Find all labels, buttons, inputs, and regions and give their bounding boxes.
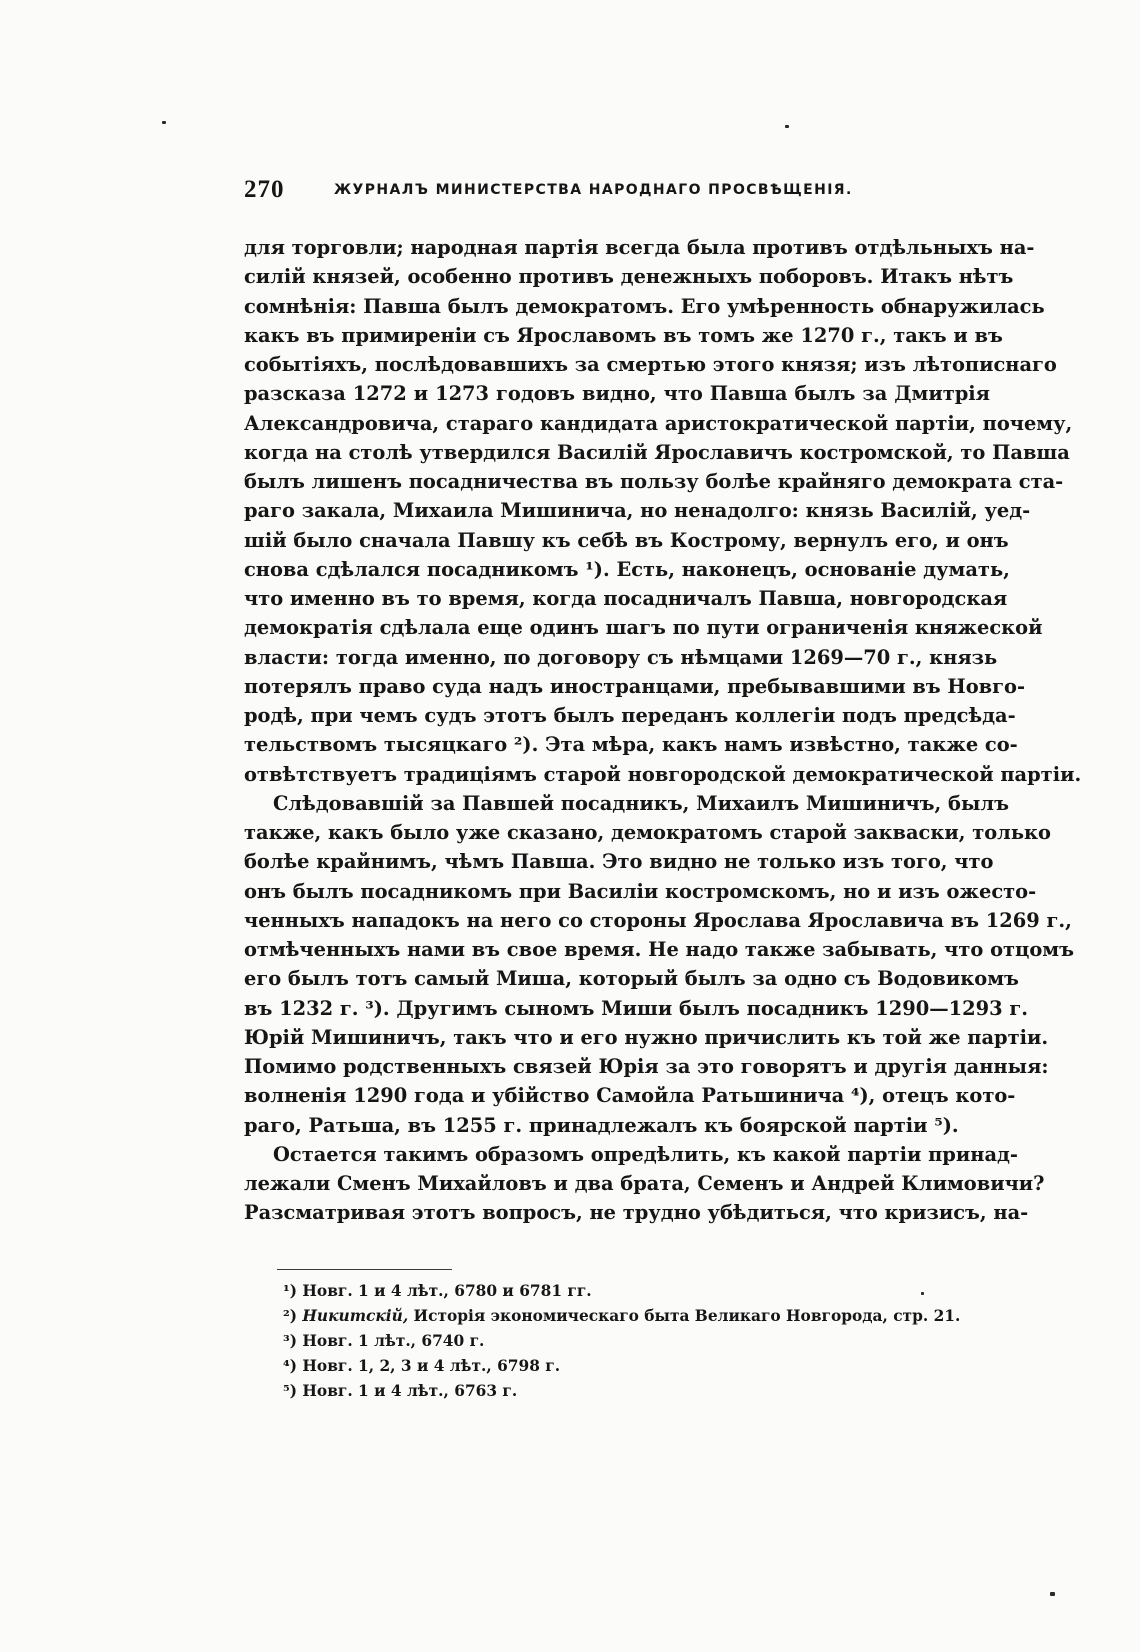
text-line: когда на столѣ утвердился Василій Ярославичъ костромской, то Павша	[244, 440, 1070, 464]
text-line: снова сдѣлался посадникомъ ¹). Есть, наконецъ, основаніе думать,	[244, 557, 1010, 581]
text-line: Юрій Мишиничъ, такъ что и его нужно причислить къ той же партіи.	[244, 1025, 1049, 1049]
footnote	[283, 1329, 1003, 1354]
text-line: отмѣченныхъ нами въ свое время. Не надо также забывать, что отцомъ	[244, 938, 1075, 961]
text-line: силій князей, особенно противъ денежныхъ поборовъ. Итакъ нѣтъ	[244, 265, 1014, 289]
text-line: власти: тогда именно, по договору съ нѣмцами 1269—70 г., князь	[244, 645, 998, 669]
scan-speck	[785, 125, 789, 128]
footnote-text: Новг. 1 лѣт., 6740 г.	[302, 1332, 485, 1350]
text-line: тельствомъ тысяцкаго ²). Эта мѣра, какъ намъ извѣстно, также со-	[244, 733, 1018, 757]
text-line: Помимо родственныхъ связей Юрія за это говорятъ и другія данныя:	[244, 1055, 1049, 1078]
text-line: лежали Сменъ Михайловъ и два брата, Семенъ и Андрей Климовичи?	[244, 1172, 1045, 1195]
text-line: Остается такимъ образомъ опредѣлить, къ какой партіи принад-	[273, 1142, 1018, 1166]
text-line: ченныхъ нападокъ на него со стороны Ярослава Ярославича въ 1269 г.,	[244, 908, 1072, 932]
footnote-text: Новг. 1 и 4 лѣт., 6780 и 6781 гг.	[302, 1282, 592, 1300]
footnote-text: Новг. 1, 2, 3 и 4 лѣт., 6798 г.	[302, 1357, 561, 1375]
body-text	[244, 233, 1082, 1228]
text-line: былъ лишенъ посадничества въ пользу болѣе крайняго демократа ста-	[244, 470, 1064, 493]
footnote	[283, 1304, 1003, 1329]
text-line: его былъ тотъ самый Миша, который былъ за одно съ Водовикомъ	[244, 967, 1019, 991]
journal-title: ЖУРНАЛЪ МИНИСТЕРСТВА НАРОДНАГО ПРОСВѢЩЕНІЯ.	[334, 182, 853, 198]
text-line: потерялъ право суда надъ иностранцами, пребывавшими въ Новго-	[244, 674, 1026, 698]
text-line: Александровича, стараго кандидата аристократической партіи, почему,	[244, 411, 1073, 435]
text-line: разсказа 1272 и 1273 годовъ видно, что Павша былъ за Дмитрія	[244, 382, 990, 406]
text-line: раго, Ратьша, въ 1255 г. принадлежалъ къ боярской партіи ⁵).	[244, 1113, 959, 1137]
footnote	[283, 1354, 1003, 1379]
text-line: Слѣдовавшій за Павшей посадникъ, Михаилъ Мишиничъ, былъ	[273, 791, 1009, 815]
footnote-text: Новг. 1 и 4 лѣт., 6763 г.	[302, 1382, 518, 1400]
text-line: что именно въ то время, когда посадничалъ Павша, новгородская	[244, 587, 1008, 610]
text-line: для торговли; народная партія всегда была противъ отдѣльныхъ на-	[244, 236, 1035, 259]
text-line: онъ былъ посадникомъ при Василіи костромскомъ, но и изъ ожесто-	[244, 879, 1037, 903]
text-line: болѣе крайнимъ, чѣмъ Павша. Это видно не только изъ того, что	[244, 850, 994, 874]
text-line: сомнѣнія: Павша былъ демократомъ. Его умѣренность обнаружилась	[244, 294, 1045, 318]
text-line: раго закала, Михаила Мишинича, но ненадолго: князь Василій, уед-	[244, 499, 1031, 523]
running-head	[244, 176, 990, 216]
text-line: также, какъ было уже сказано, демократомъ старой закваски, только	[244, 821, 1051, 844]
footnote-rule	[277, 1269, 452, 1270]
text-line: волненія 1290 года и убійство Самойла Ратьшинича ⁴), отецъ кото-	[244, 1084, 1016, 1108]
scan-speck	[1050, 1592, 1055, 1596]
footnote-text: Исторія экономическаго быта Великаго Новгорода, стр. 21.	[408, 1307, 961, 1325]
footnote-author: Никитскій,	[302, 1307, 409, 1325]
text-line: родѣ, при чемъ судъ этотъ былъ переданъ коллегіи подъ предсѣда-	[244, 704, 1016, 727]
scan-speck	[162, 121, 166, 124]
footnote	[283, 1379, 1003, 1404]
footnote-mark: ³)	[283, 1332, 298, 1350]
text-line: событіяхъ, послѣдовавшихъ за смертью этого князя; изъ лѣтописнаго	[244, 353, 1057, 376]
footnotes	[283, 1279, 1003, 1404]
text-line: въ 1232 г. ³). Другимъ сыномъ Миши былъ посадникъ 1290—1293 г.	[244, 996, 1028, 1020]
text-line: какъ въ примиреніи съ Ярославомъ въ томъ же 1270 г., такъ и въ	[244, 323, 1003, 347]
text-line: шій было сначала Павшу къ себѣ въ Кострому, вернулъ его, и онъ	[244, 528, 1009, 552]
footnote-mark: ¹)	[283, 1282, 298, 1300]
page-number: 270	[244, 176, 285, 203]
footnote	[283, 1279, 1003, 1304]
text-line: демократія сдѣлала еще одинъ шагъ по пути ограниченія княжеской	[244, 616, 1043, 640]
footnote-mark: ²)	[283, 1307, 298, 1325]
footnote-mark: ⁴)	[283, 1357, 298, 1375]
text-line: отвѣтствуетъ традиціямъ старой новгородской демократической партіи.	[244, 762, 1082, 786]
footnote-mark: ⁵)	[283, 1382, 298, 1400]
text-line: Разсматривая этотъ вопросъ, не трудно убѣдиться, что кризисъ, на-	[244, 1201, 1029, 1225]
